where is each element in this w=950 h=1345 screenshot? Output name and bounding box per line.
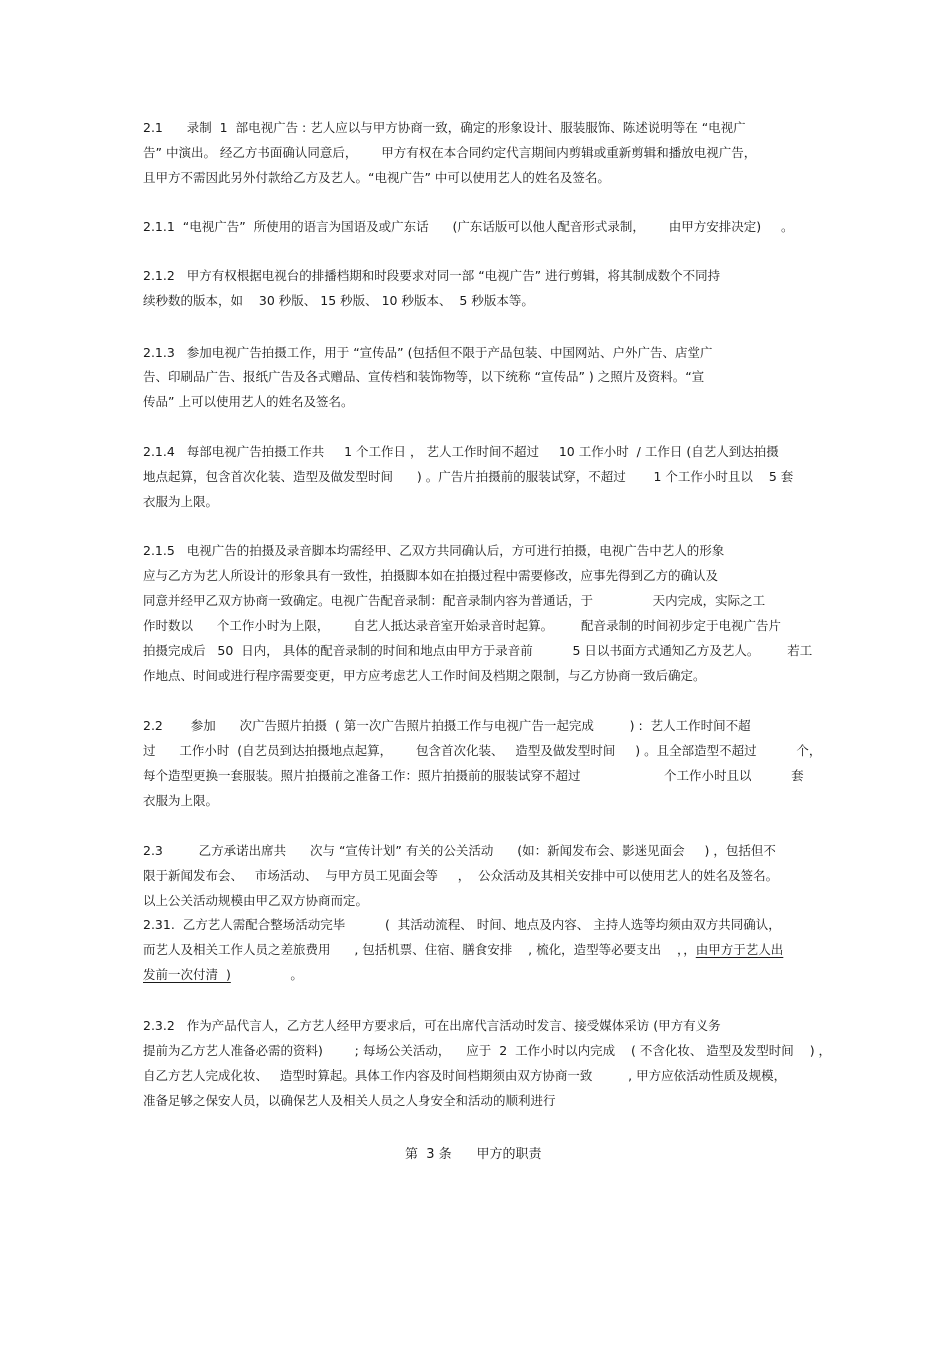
clause-2-1-4-line-1: 2.1.4 每部电视广告拍摄工作共 1 个工作日 ， 艺人工作时间不超过 10 工作小时 / 工作日 (自艺人到达拍摄 — [143, 444, 779, 459]
article-3-heading: 第 3 条 甲方的职责 — [405, 1147, 542, 1162]
clause-2-3-line-2: 限于新闻发布会、 市场活动、 与甲方员工见面会等 ， 公众活动及其相关安排中可以使用艺人的姓名及签名。 — [143, 868, 779, 883]
clause-2-1-line-2: 告” 中演出。 经乙方书面确认同意后， 甲方有权在本合同约定代言期间内剪辑或重新剪辑和播放电视广告， — [143, 145, 757, 160]
clause-2-2-line-1: 2.2 参加 次广告照片拍摄 ( 第一次广告照片拍摄工作与电视广告一起完成 ) : 艺人工作时间不超 — [143, 718, 751, 733]
clause-2-2-line-3: 每个造型更换一套服装。照片拍摄前之准备工作：照片拍摄前的服装试穿不超过 个工作小时且以 套 — [143, 768, 804, 783]
clause-2-1-5-line-6: 作地点、时间或进行程序需要变更，甲方应考虑艺人工作时间及档期之限制，与乙方协商一致后确定。 — [143, 668, 706, 683]
clause-2-3-2-line-4: 准备足够之保安人员，以确保艺人及相关人员之人身安全和活动的顺利进行 — [143, 1093, 556, 1108]
clause-2-1-3-line-2: 告、印刷品广告、报纸广告及各式赠品、宣传档和装饰物等，以下统称 “宣传品” ) 之照片及资料。“宣 — [143, 369, 705, 384]
clause-2-3-line-1: 2.3 乙方承诺出席共 次与 “宣传计划” 有关的公关活动 (如：新闻发布会、影迷见面会 ) ，包括但不 — [143, 843, 776, 858]
clause-2-1-4-line-2: 地点起算，包含首次化装、造型及做发型时间 ) 。广告片拍摄前的服装试穿，不超过 1 个工作小时且以 5 套 — [143, 469, 794, 484]
clause-2-3-1-line-2-text: 而艺人及相关工作人员之差旅费用 , 包括机票、住宿、膳食安排 , 梳化，造型等必要支出 ，， — [143, 942, 696, 957]
clause-2-1-5-line-3: 同意并经甲乙双方协商一致确定。电视广告配音录制：配音录制内容为普通话，于 天内完成，实际之工 — [143, 593, 766, 608]
clause-2-3-line-3: 以上公关活动规模由甲乙双方协商而定。 — [143, 893, 369, 908]
clause-2-1-3-line-1: 2.1.3 参加电视广告拍摄工作，用于 “宣传品” (包括但不限于产品包装、中国网站、户外广告、店堂广 — [143, 345, 713, 360]
clause-2-1-3-line-3: 传品” 上可以使用艺人的姓名及签名。 — [143, 394, 354, 409]
clause-2-3-2-line-2: 提前为乙方艺人准备必需的资料) ; 每场公关活动， 应于 2 工作小时以内完成 ( 不含化妆、 造型及发型时间 ) ， — [143, 1043, 832, 1058]
clause-2-3-2-line-1: 2.3.2 作为产品代言人，乙方艺人经甲方要求后，可在出席代言活动时发言、接受媒体采访 (甲方有义务 — [143, 1018, 721, 1033]
clause-2-1-5-line-1: 2.1.5 电视广告的拍摄及录音脚本均需经甲、乙双方共同确认后，方可进行拍摄，电视广告中艺人的形象 — [143, 543, 725, 558]
clause-2-1-2-line-1: 2.1.2 甲方有权根据电视台的排播档期和时段要求对同一部 “电视广告” 进行剪辑，将其制成数个不同持 — [143, 268, 721, 283]
clause-2-1-4-line-3: 衣服为上限。 — [143, 494, 219, 509]
clause-2-1-2-line-2: 续秒数的版本，如 30 秒版、 15 秒版、 10 秒版本、 5 秒版本等。 — [143, 293, 534, 308]
clause-2-3-1-line-1: 2.31. 乙方艺人需配合整场活动完毕 ( 其活动流程、 时间、地点及内容、 主持人选等均须由双方共同确认， — [143, 917, 781, 932]
clause-2-1-line-3: 且甲方不需因此另外付款给乙方及艺人。“电视广告” 中可以使用艺人的姓名及签名。 — [143, 170, 610, 185]
clause-2-1-1-line-1: 2.1.1 “电视广告” 所使用的语言为国语及或广东话 (广东话版可以他人配音形式录制， 由甲方安排决定) 。 — [143, 219, 794, 234]
clause-2-3-2-line-3: 自乙方艺人完成化妆、 造型时算起。具体工作内容及时间档期须由双方协商一致 , 甲方应依活动性质及规模， — [143, 1068, 787, 1083]
clause-2-1-5-line-4: 作时数以 个工作小时为上限， 自艺人抵达录音室开始录音时起算。 配音录制的时间初步定于电视广告片 — [143, 618, 781, 633]
clause-2-1-line-1: 2.1 录制 1 部电视广告 : 艺人应以与甲方协商一致，确定的形象设计、服装服饰、陈述说明等在 “电视广 — [143, 120, 746, 135]
clause-2-2-line-2: 过 工作小时 (自艺员到达拍摄地点起算， 包含首次化装、 造型及做发型时间 ) 。且全部造型不超过 个， — [143, 743, 822, 758]
clause-2-1-5-line-2: 应与乙方为艺人所设计的形象具有一致性，拍摄脚本如在拍摄过程中需要修改，应事先得到乙方的确认及 — [143, 568, 719, 583]
clause-2-2-line-4: 衣服为上限。 — [143, 793, 219, 808]
clause-2-3-1-line-3-text: 。 — [230, 967, 303, 982]
clause-2-3-1-line-2 — [143, 942, 783, 958]
clause-2-1-5-line-5: 拍摄完成后 50 日内， 具体的配音录制的时间和地点由甲方于录音前 5 日以书面方式通知乙方及艺人。 若工 — [143, 643, 813, 658]
clause-2-3-1-line-3 — [143, 967, 303, 983]
payment-terms-underlined-2: 发前一次付清 ) — [143, 967, 231, 982]
payment-terms-underlined-1: 由甲方于艺人出 — [695, 942, 784, 957]
